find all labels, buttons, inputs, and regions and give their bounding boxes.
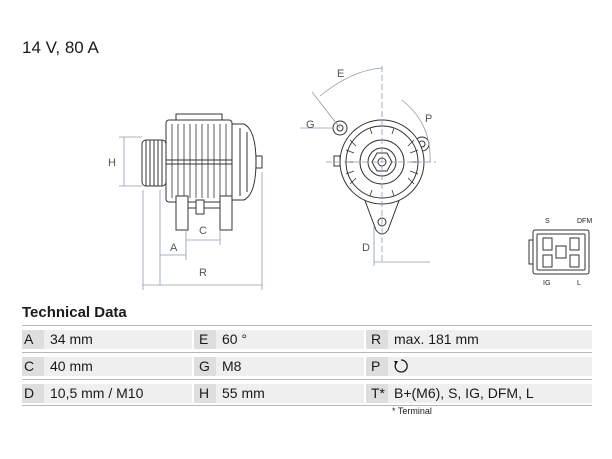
spec-label-d: D — [22, 384, 46, 403]
connector-label-s: S — [545, 218, 550, 225]
table-rule — [22, 352, 592, 353]
table-row — [22, 327, 592, 352]
spec-label-h: H — [194, 384, 221, 403]
dim-label-d: D — [362, 242, 370, 254]
spec-value-p — [388, 357, 592, 376]
dim-label-h: H — [108, 157, 116, 169]
table-row — [22, 381, 592, 406]
spec-label-r: R — [366, 330, 393, 349]
spec-value-c: 40 mm — [44, 357, 192, 376]
connector-label-l: L — [577, 280, 581, 287]
spec-label-e: E — [194, 330, 221, 349]
dim-label-g: G — [306, 119, 315, 131]
dim-label-c: C — [199, 225, 207, 237]
connector-label-ig: IG — [543, 280, 551, 287]
alternator-front-view — [333, 120, 429, 234]
product-title: 14 V, 80 A — [22, 38, 99, 57]
spec-value-h: 55 mm — [216, 384, 364, 403]
table-row — [22, 354, 592, 379]
spec-value-a: 34 mm — [44, 330, 192, 349]
spec-label-t: T* — [366, 384, 393, 403]
table-rule-top — [22, 325, 592, 326]
pulley — [142, 140, 166, 186]
spec-label-g: G — [194, 357, 221, 376]
spec-label-p: P — [366, 357, 393, 376]
dim-label-r: R — [199, 267, 207, 279]
dim-label-p: P — [425, 113, 433, 125]
clockwise-rotation-icon — [393, 358, 409, 374]
spec-value-e: 60 ° — [216, 330, 364, 349]
table-rule-bottom — [22, 405, 592, 406]
connector-label-dfm: DFM — [577, 218, 593, 225]
connector-diagram — [529, 230, 589, 274]
terminal-footnote: * Terminal — [392, 406, 432, 416]
spec-label-c: C — [22, 357, 46, 376]
table-rule — [22, 379, 592, 380]
spec-value-d: 10,5 mm / M10 — [44, 384, 192, 403]
spec-value-g: M8 — [216, 357, 364, 376]
dim-label-a: A — [170, 242, 178, 254]
spec-label-a: A — [22, 330, 46, 349]
dim-label-e: E — [337, 68, 345, 80]
technical-data-heading: Technical Data — [22, 304, 127, 321]
spec-value-r: max. 181 mm — [388, 330, 592, 349]
spec-value-t: B+(M6), S, IG, DFM, L — [388, 384, 592, 403]
